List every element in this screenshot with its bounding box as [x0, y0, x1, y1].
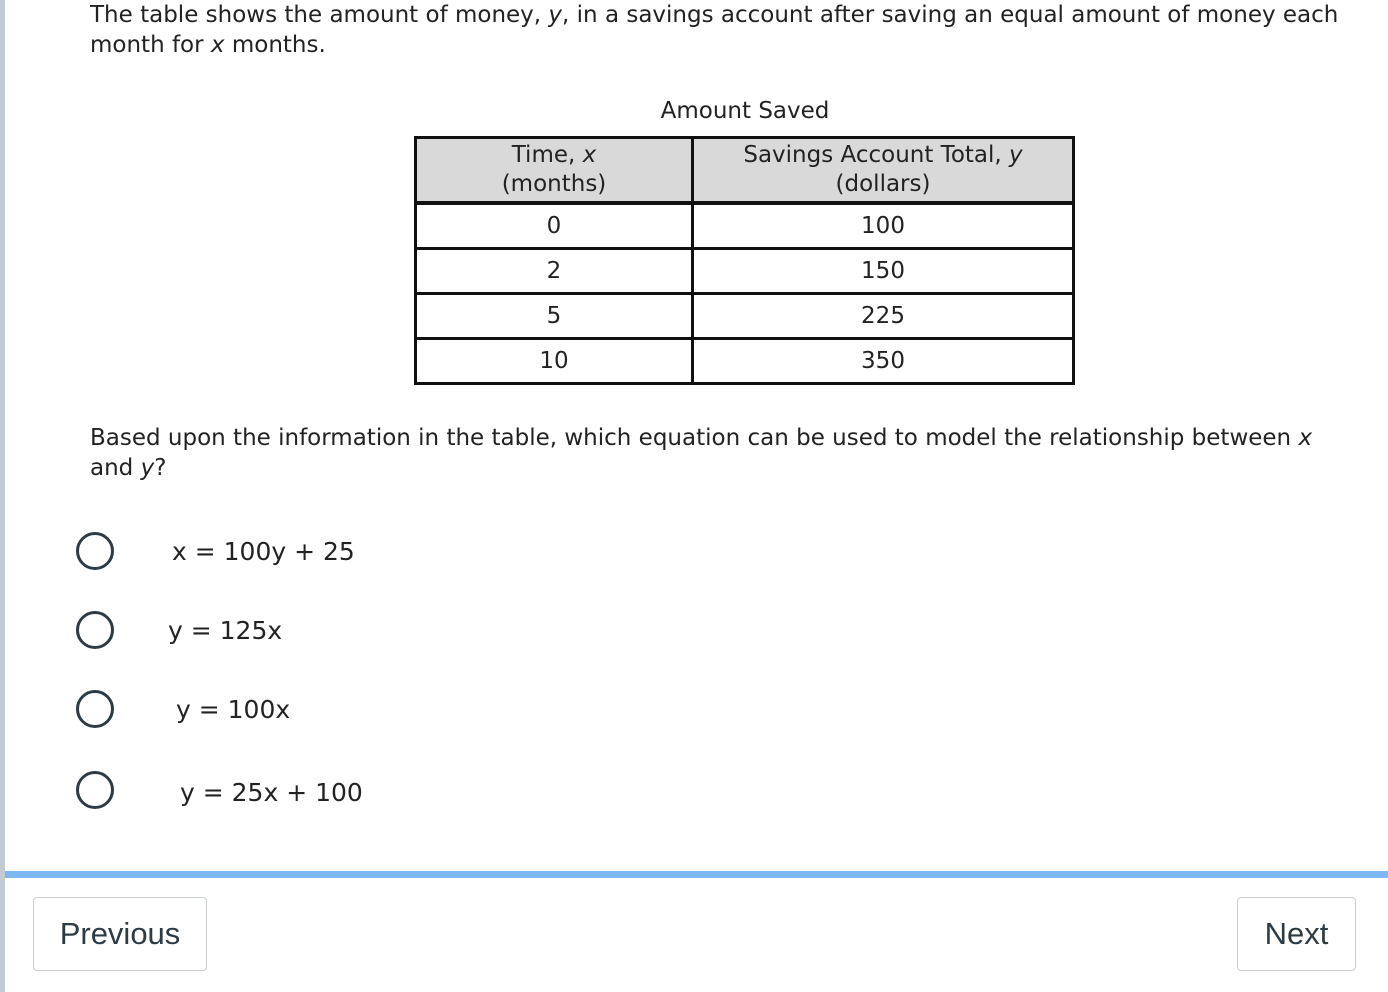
header-unit: (months)	[501, 171, 607, 197]
cell-total: 150	[693, 249, 1074, 294]
left-border	[0, 0, 5, 992]
cell-total: 225	[693, 294, 1074, 339]
stem-text: months.	[224, 32, 326, 58]
next-button[interactable]: Next	[1237, 897, 1356, 971]
table-row	[416, 203, 1074, 249]
cell-time: 0	[416, 203, 693, 249]
radio-button[interactable]	[76, 611, 114, 649]
stem-text: ?	[154, 455, 167, 481]
question-stem-intro	[90, 0, 1340, 60]
table-caption: Amount Saved	[660, 98, 830, 124]
stem-var: x	[210, 32, 225, 58]
stem-var: y	[140, 455, 155, 481]
column-header-savings	[693, 138, 1074, 204]
radio-button[interactable]	[76, 771, 114, 809]
choice-label: y = 100x	[176, 695, 291, 724]
choice-label: y = 25x + 100	[180, 778, 363, 807]
table-header-row	[416, 138, 1074, 204]
stem-text: The table shows the amount of money,	[90, 2, 549, 28]
table-row	[416, 249, 1074, 294]
radio-button[interactable]	[76, 532, 114, 570]
stem-var: x	[1298, 425, 1313, 451]
cell-time: 10	[416, 339, 693, 384]
cell-time: 2	[416, 249, 693, 294]
header-var: y	[1009, 142, 1023, 168]
header-unit: (dollars)	[835, 171, 931, 197]
progress-bar	[5, 871, 1388, 878]
stem-text: Based upon the information in the table, which equation can be used to model the relationship between	[90, 425, 1299, 451]
stem-text: , in a savings account after saving an equal amount of money each month for	[90, 2, 1339, 58]
amount-saved-table	[414, 136, 1075, 385]
header-var: x	[582, 142, 597, 168]
cell-total: 100	[693, 203, 1074, 249]
table-row	[416, 294, 1074, 339]
column-header-time	[416, 138, 693, 204]
stem-var: y	[548, 2, 563, 28]
stem-text: and	[90, 455, 141, 481]
choice-label: y = 125x	[168, 616, 283, 645]
header-text: Savings Account Total,	[743, 142, 1010, 168]
previous-button[interactable]: Previous	[33, 897, 207, 971]
header-text: Time,	[511, 142, 583, 168]
choice-label: x = 100y + 25	[172, 537, 355, 566]
radio-button[interactable]	[76, 690, 114, 728]
question-stem-prompt	[90, 423, 1340, 483]
cell-total: 350	[693, 339, 1074, 384]
table-row	[416, 339, 1074, 384]
cell-time: 5	[416, 294, 693, 339]
